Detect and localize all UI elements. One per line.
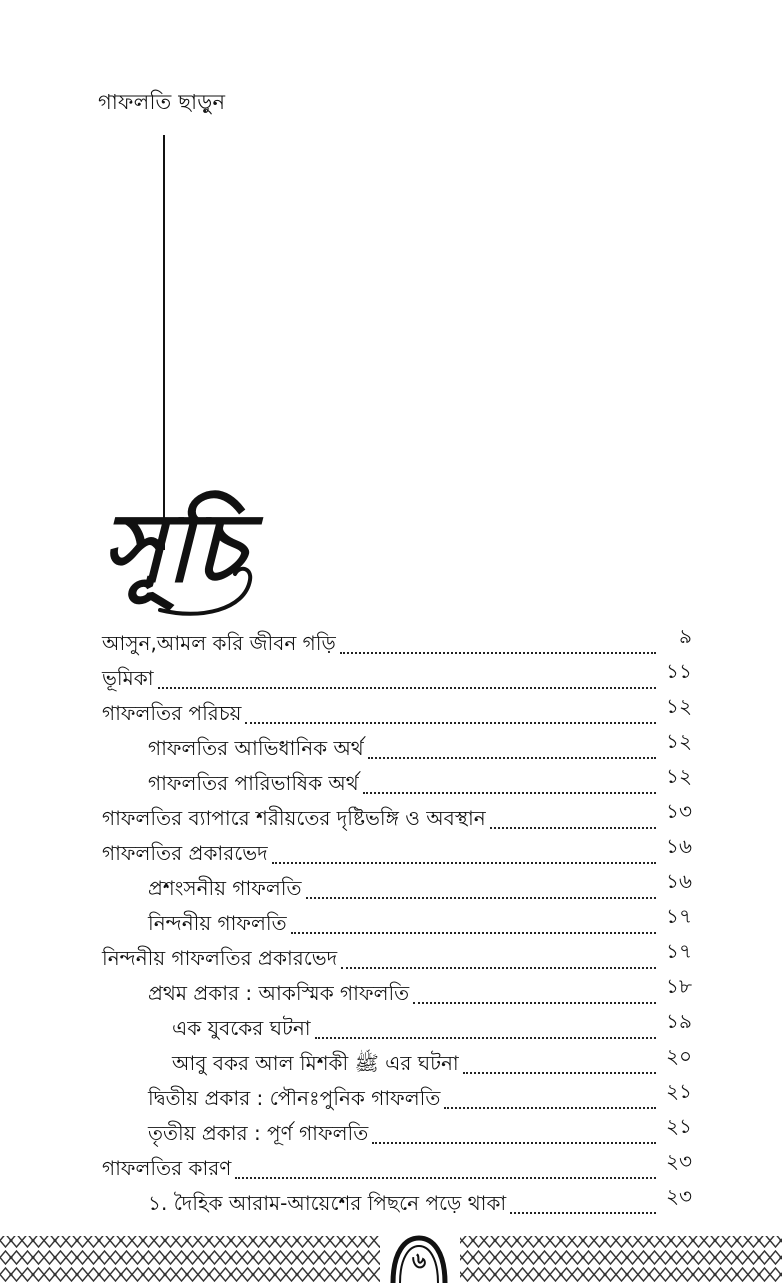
dotted-leader	[291, 931, 656, 934]
toc-entry-title: প্রশংসনীয় গাফলতি	[148, 876, 302, 900]
toc-entry	[102, 1184, 692, 1219]
dotted-leader	[306, 896, 656, 899]
toc-entry	[102, 904, 692, 939]
toc-entry-page: ২১	[666, 1114, 692, 1138]
toc-entry-page: ১২	[666, 764, 692, 788]
toc-entry	[102, 869, 692, 904]
dotted-leader	[158, 686, 656, 689]
dotted-leader	[463, 1071, 656, 1074]
heading-swash-ornament	[150, 560, 260, 620]
dotted-leader	[340, 651, 656, 654]
toc-entry	[102, 1149, 692, 1184]
dotted-leader	[235, 1176, 656, 1179]
dotted-leader	[272, 861, 656, 864]
dotted-leader	[315, 1036, 656, 1039]
toc-entry-title: নিন্দনীয় গাফলতির প্রকারভেদ	[102, 946, 338, 970]
toc-entry-title: দ্বিতীয় প্রকার : পৌনঃপুনিক গাফলতি	[148, 1086, 441, 1110]
toc-entry-title: নিন্দনীয় গাফলতি	[148, 911, 287, 935]
toc-entry-page: ১৮	[666, 974, 692, 998]
toc-entry-title: গাফলতির পরিচয়	[102, 701, 242, 725]
toc-entry	[102, 834, 692, 869]
toc-entry-page: ১৬	[666, 834, 692, 858]
toc-entry-page: ২৩	[665, 1149, 692, 1173]
toc-entry	[102, 1044, 692, 1079]
dotted-leader	[341, 966, 656, 969]
toc-entry	[102, 694, 692, 729]
toc-entry-title: গাফলতির প্রকারভেদ	[102, 841, 268, 865]
toc-entry	[102, 799, 692, 834]
toc-entry-title: গাফলতির পারিভাষিক অর্থ	[148, 771, 359, 795]
toc-entry-page: ৯	[679, 624, 692, 648]
toc-entry-title: প্রথম প্রকার : আকস্মিক গাফলতি	[148, 981, 410, 1005]
toc-entry-title: এক যুবকের ঘটনা	[172, 1016, 311, 1040]
toc-entry	[102, 974, 692, 1009]
toc-entry	[102, 659, 692, 694]
toc-entry	[102, 764, 692, 799]
toc-entry-page: ১৯	[666, 1009, 692, 1033]
toc-entry-page: ১৭	[666, 904, 692, 928]
dotted-leader	[372, 1141, 656, 1144]
toc-entry-page: ২০	[665, 1044, 692, 1068]
toc-entry	[102, 729, 692, 764]
dotted-leader	[363, 791, 656, 794]
dotted-leader	[510, 1211, 656, 1214]
toc-entry	[102, 624, 692, 659]
toc-entry	[102, 1009, 692, 1044]
toc-entry-title: আবু বকর আল মিশকী ﷺ এর ঘটনা	[172, 1051, 459, 1075]
toc-entry	[102, 1079, 692, 1114]
toc-entry-page: ১২	[666, 729, 692, 753]
toc-entry	[102, 939, 692, 974]
toc-entry-page: ১৩	[666, 799, 692, 823]
running-header: গাফলতি ছাড়ুন	[98, 90, 226, 114]
toc-heading: সূচি	[102, 491, 245, 604]
dotted-leader	[490, 826, 656, 829]
toc-entry-title: ভূমিকা	[102, 666, 154, 690]
toc-entry-page: ১৭	[666, 939, 692, 963]
toc-entry-title: ১. দৈহিক আরাম-আয়েশের পিছনে পড়ে থাকা	[148, 1191, 507, 1215]
toc-entry-page: ২১	[666, 1079, 692, 1103]
toc-entry-title: গাফলতির ব্যাপারে শরীয়তের দৃষ্টিভঙ্গি ও অবস্থান	[102, 806, 486, 830]
toc-entry-title: গাফলতির কারণ	[102, 1156, 232, 1180]
dotted-leader	[368, 756, 656, 759]
toc-entry-title: আসুন,আমল করি জীবন গড়ি	[102, 631, 336, 655]
vertical-rule	[163, 135, 165, 550]
toc-entry-page: ১৬	[666, 869, 692, 893]
toc-entry	[102, 1114, 692, 1149]
toc-entry-page: ১২	[666, 694, 692, 718]
toc-entry-title: গাফলতির আভিধানিক অর্থ	[148, 736, 364, 760]
page-number: ৬	[411, 1249, 427, 1274]
dotted-leader	[444, 1106, 656, 1109]
toc-entry-title: তৃতীয় প্রকার : পূর্ণ গাফলতি	[148, 1121, 369, 1145]
toc-entry-page: ১১	[666, 659, 692, 683]
dotted-leader	[413, 1001, 656, 1004]
toc-entry-page: ২৩	[665, 1184, 692, 1208]
dotted-leader	[245, 721, 656, 724]
table-of-contents	[102, 624, 692, 1219]
